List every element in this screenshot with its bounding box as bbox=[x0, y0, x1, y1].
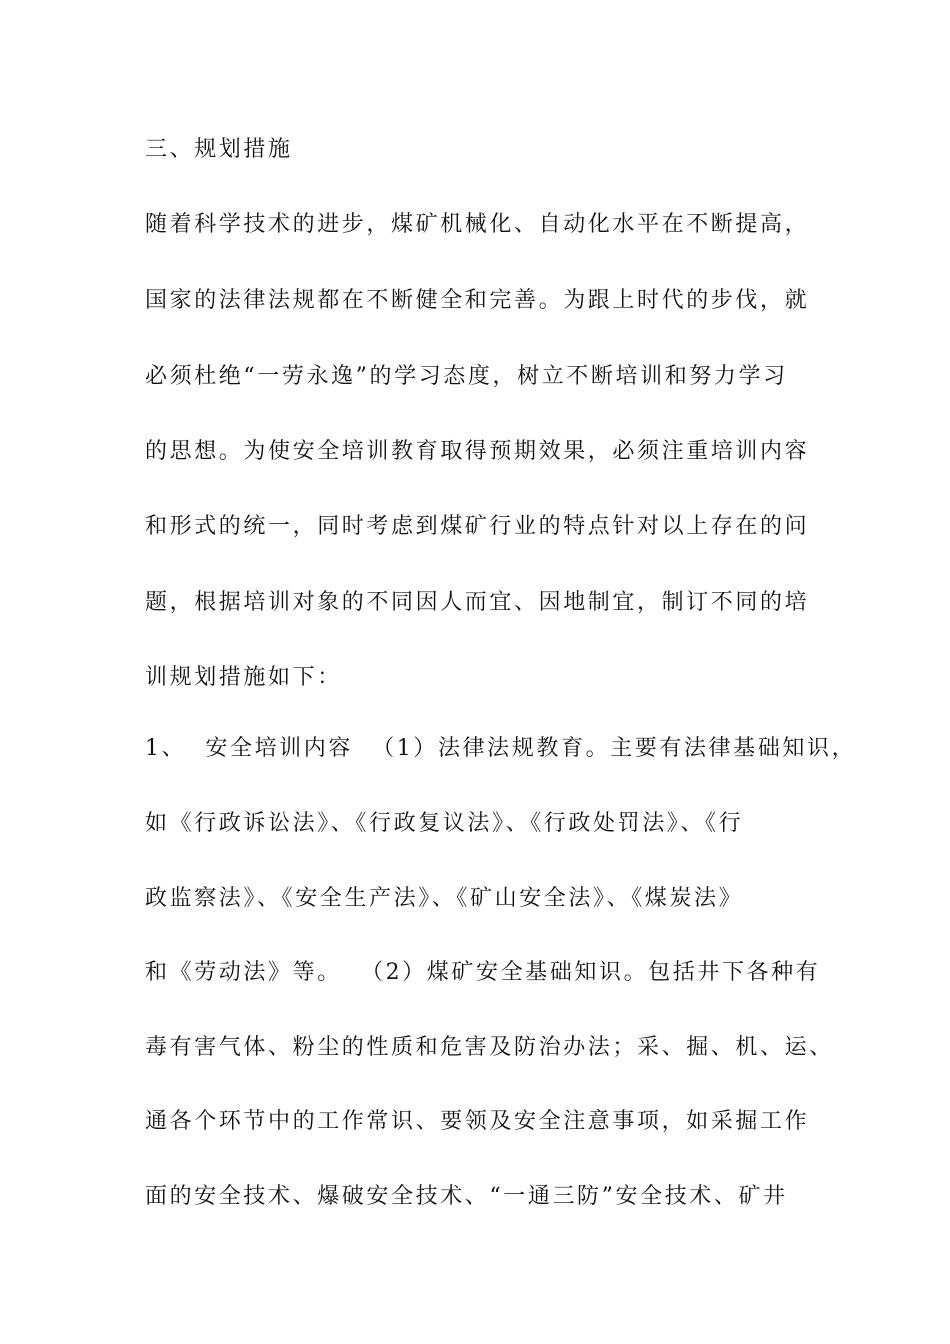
text-line: 毒有害气体、粉尘的性质和危害及防治办法；采、掘、机、运、 bbox=[145, 1035, 834, 1060]
text-line: 1、 安全培训内容 （1）法律法规教育。主要有法律基础知识， bbox=[145, 736, 857, 761]
text-line: 训规划措施如下： bbox=[145, 665, 342, 690]
text-line: 和形式的统一，同时考虑到煤矿行业的特点针对以上存在的问 bbox=[145, 514, 810, 539]
section-heading: 三、规划措施 bbox=[145, 137, 293, 162]
text-line: 题，根据培训对象的不同因人而宜、因地制宜，制订不同的培 bbox=[145, 590, 810, 615]
text-line: 如《行政诉讼法》、《行政复议法》、《行政处罚法》、《行 bbox=[145, 811, 744, 836]
text-line: 政监察法》、《安全生产法》、《矿山安全法》、《煤炭法》 bbox=[145, 886, 744, 911]
text-line: 面的安全技术、爆破安全技术、“一通三防”安全技术、矿井 bbox=[145, 1184, 788, 1209]
text-line: 国家的法律法规都在不断健全和完善。为跟上时代的步伐，就 bbox=[145, 288, 810, 313]
text-line: 的思想。为使安全培训教育取得预期效果，必须注重培训内容 bbox=[145, 439, 810, 464]
text-line: 随着科学技术的进步，煤矿机械化、自动化水平在不断提高， bbox=[145, 212, 810, 237]
text-line: 和《劳动法》等。 （2）煤矿安全基础知识。包括井下各种有 bbox=[145, 960, 821, 985]
text-line: 必须杜绝“一劳永逸”的学习态度，树立不断培训和努力学习 bbox=[145, 364, 788, 389]
text-line: 通各个环节中的工作常识、要领及安全注意事项，如采掘工作 bbox=[145, 1109, 810, 1134]
